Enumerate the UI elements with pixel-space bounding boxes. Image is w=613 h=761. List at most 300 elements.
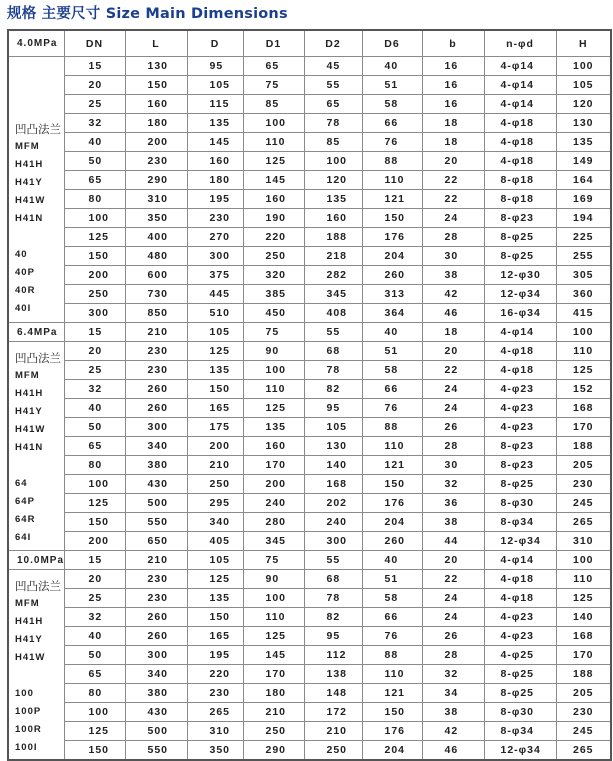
cell-n-phi-d: 8-φ30 xyxy=(484,703,556,722)
cell-h: 205 xyxy=(556,456,611,475)
cell-b: 28 xyxy=(422,437,484,456)
cell-d: 115 xyxy=(187,95,243,114)
model-code: 40 xyxy=(15,249,28,260)
cell-l: 200 xyxy=(125,133,187,152)
cell-d2: 68 xyxy=(304,570,362,589)
cell-d6: 150 xyxy=(362,475,422,494)
cell-h: 415 xyxy=(556,304,611,323)
cell-dn: 20 xyxy=(64,570,125,589)
cell-dn: 100 xyxy=(64,703,125,722)
table-row xyxy=(8,114,611,133)
cell-d: 295 xyxy=(187,494,243,513)
model-code: H41Y xyxy=(15,634,43,645)
cell-d6: 88 xyxy=(362,646,422,665)
cell-d6: 66 xyxy=(362,114,422,133)
cell-d2: 408 xyxy=(304,304,362,323)
cell-n-phi-d: 4-φ23 xyxy=(484,418,556,437)
cell-d: 195 xyxy=(187,646,243,665)
cell-h: 205 xyxy=(556,684,611,703)
table-row xyxy=(8,665,611,684)
cell-b: 34 xyxy=(422,684,484,703)
cell-dn: 125 xyxy=(64,494,125,513)
flange-type-label: 凹凸法兰 xyxy=(15,122,61,136)
cell-dn: 20 xyxy=(64,76,125,95)
cell-d6: 121 xyxy=(362,684,422,703)
cell-d2: 160 xyxy=(304,209,362,228)
cell-n-phi-d: 4-φ14 xyxy=(484,57,556,76)
cell-n-phi-d: 4-φ18 xyxy=(484,589,556,608)
cell-n-phi-d: 12-φ30 xyxy=(484,266,556,285)
cell-l: 180 xyxy=(125,114,187,133)
cell-h: 164 xyxy=(556,171,611,190)
table-row xyxy=(8,475,611,494)
cell-b: 18 xyxy=(422,323,484,342)
table-row xyxy=(8,456,611,475)
cell-d1: 160 xyxy=(243,437,304,456)
cell-n-phi-d: 4-φ18 xyxy=(484,152,556,171)
cell-n-phi-d: 8-φ25 xyxy=(484,684,556,703)
cell-l: 400 xyxy=(125,228,187,247)
cell-d6: 150 xyxy=(362,703,422,722)
cell-h: 168 xyxy=(556,627,611,646)
model-code: 40I xyxy=(15,303,32,314)
table-row xyxy=(8,57,611,76)
cell-b: 22 xyxy=(422,171,484,190)
table-row xyxy=(8,304,611,323)
cell-dn: 32 xyxy=(64,608,125,627)
cell-d: 230 xyxy=(187,209,243,228)
cell-h: 265 xyxy=(556,513,611,532)
table-row xyxy=(8,342,611,361)
flange-type-label: 凹凸法兰 xyxy=(15,579,61,593)
cell-h: 230 xyxy=(556,475,611,494)
cell-d6: 40 xyxy=(362,57,422,76)
cell-b: 24 xyxy=(422,608,484,627)
cell-n-phi-d: 8-φ34 xyxy=(484,722,556,741)
cell-d6: 260 xyxy=(362,266,422,285)
cell-l: 160 xyxy=(125,95,187,114)
table-row xyxy=(8,171,611,190)
pressure-class: 10.0MPa xyxy=(8,551,64,570)
table-row xyxy=(8,76,611,95)
cell-d2: 112 xyxy=(304,646,362,665)
cell-d1: 125 xyxy=(243,152,304,171)
cell-b: 16 xyxy=(422,76,484,95)
cell-d: 300 xyxy=(187,247,243,266)
table-row xyxy=(8,247,611,266)
cell-b: 46 xyxy=(422,741,484,761)
cell-d1: 90 xyxy=(243,342,304,361)
cell-d: 270 xyxy=(187,228,243,247)
cell-n-phi-d: 4-φ14 xyxy=(484,323,556,342)
cell-h: 225 xyxy=(556,228,611,247)
model-code: H41W xyxy=(15,195,46,206)
cell-d6: 58 xyxy=(362,589,422,608)
cell-b: 38 xyxy=(422,266,484,285)
cell-n-phi-d: 8-φ34 xyxy=(484,513,556,532)
dimensions-table xyxy=(7,29,612,761)
cell-d2: 210 xyxy=(304,722,362,741)
cell-d1: 100 xyxy=(243,114,304,133)
table-row xyxy=(8,190,611,209)
spacer xyxy=(15,57,64,120)
cell-n-phi-d: 4-φ18 xyxy=(484,570,556,589)
cell-d6: 40 xyxy=(362,323,422,342)
cell-d6: 204 xyxy=(362,741,422,761)
cell-n-phi-d: 12-φ34 xyxy=(484,285,556,304)
cell-l: 230 xyxy=(125,589,187,608)
cell-b: 28 xyxy=(422,646,484,665)
cell-h: 255 xyxy=(556,247,611,266)
cell-n-phi-d: 8-φ23 xyxy=(484,456,556,475)
model-code: H41Y xyxy=(15,177,43,188)
cell-l: 130 xyxy=(125,57,187,76)
cell-d: 95 xyxy=(187,57,243,76)
cell-d2: 82 xyxy=(304,608,362,627)
cell-h: 265 xyxy=(556,741,611,761)
table-row xyxy=(8,266,611,285)
table-row xyxy=(8,228,611,247)
cell-d: 125 xyxy=(187,342,243,361)
cell-h: 100 xyxy=(556,323,611,342)
col-header-n-phi-d: n-φd xyxy=(484,30,556,57)
cell-d2: 202 xyxy=(304,494,362,513)
cell-l: 210 xyxy=(125,551,187,570)
cell-d2: 130 xyxy=(304,437,362,456)
cell-h: 120 xyxy=(556,95,611,114)
cell-d2: 188 xyxy=(304,228,362,247)
cell-d6: 110 xyxy=(362,437,422,456)
cell-l: 340 xyxy=(125,665,187,684)
cell-l: 150 xyxy=(125,76,187,95)
cell-d2: 95 xyxy=(304,399,362,418)
cell-l: 260 xyxy=(125,608,187,627)
table-row xyxy=(8,741,611,761)
cell-d6: 121 xyxy=(362,190,422,209)
cell-l: 230 xyxy=(125,152,187,171)
cell-l: 230 xyxy=(125,361,187,380)
col-header-l: L xyxy=(125,30,187,57)
flange-type-label: 凹凸法兰 xyxy=(15,351,61,365)
table-row xyxy=(8,551,611,570)
cell-d6: 66 xyxy=(362,608,422,627)
cell-n-phi-d: 4-φ18 xyxy=(484,114,556,133)
cell-b: 26 xyxy=(422,418,484,437)
cell-d1: 125 xyxy=(243,399,304,418)
cell-d6: 313 xyxy=(362,285,422,304)
cell-d6: 150 xyxy=(362,209,422,228)
cell-h: 110 xyxy=(556,342,611,361)
table-row xyxy=(8,133,611,152)
cell-d2: 95 xyxy=(304,627,362,646)
cell-d1: 145 xyxy=(243,646,304,665)
cell-h: 305 xyxy=(556,266,611,285)
model-code: H41N xyxy=(15,213,44,224)
model-code: 64P xyxy=(15,496,35,507)
spacer xyxy=(15,342,64,349)
cell-h: 110 xyxy=(556,570,611,589)
cell-dn: 125 xyxy=(64,722,125,741)
cell-b: 24 xyxy=(422,380,484,399)
cell-n-phi-d: 4-φ23 xyxy=(484,380,556,399)
cell-dn: 20 xyxy=(64,342,125,361)
model-code: H41W xyxy=(15,424,46,435)
cell-d1: 125 xyxy=(243,627,304,646)
cell-l: 300 xyxy=(125,418,187,437)
cell-d1: 170 xyxy=(243,456,304,475)
cell-l: 260 xyxy=(125,627,187,646)
cell-b: 20 xyxy=(422,152,484,171)
cell-d6: 176 xyxy=(362,722,422,741)
cell-l: 850 xyxy=(125,304,187,323)
cell-d1: 240 xyxy=(243,494,304,513)
table-row xyxy=(8,399,611,418)
cell-d: 150 xyxy=(187,380,243,399)
col-header-d2: D2 xyxy=(304,30,362,57)
cell-l: 650 xyxy=(125,532,187,551)
cell-h: 188 xyxy=(556,437,611,456)
cell-d1: 180 xyxy=(243,684,304,703)
cell-dn: 150 xyxy=(64,513,125,532)
cell-dn: 65 xyxy=(64,665,125,684)
cell-d2: 250 xyxy=(304,741,362,761)
cell-d1: 290 xyxy=(243,741,304,761)
cell-d6: 88 xyxy=(362,152,422,171)
cell-h: 230 xyxy=(556,703,611,722)
cell-l: 350 xyxy=(125,209,187,228)
cell-d1: 210 xyxy=(243,703,304,722)
table-row xyxy=(8,532,611,551)
cell-h: 170 xyxy=(556,418,611,437)
cell-n-phi-d: 12-φ34 xyxy=(484,741,556,761)
table-row xyxy=(8,209,611,228)
cell-d1: 100 xyxy=(243,361,304,380)
cell-h: 125 xyxy=(556,589,611,608)
cell-dn: 32 xyxy=(64,114,125,133)
cell-d: 105 xyxy=(187,323,243,342)
cell-d2: 135 xyxy=(304,190,362,209)
model-code: H41H xyxy=(15,159,44,170)
cell-b: 36 xyxy=(422,494,484,513)
cell-d6: 88 xyxy=(362,418,422,437)
cell-d2: 78 xyxy=(304,361,362,380)
cell-dn: 65 xyxy=(64,171,125,190)
cell-dn: 50 xyxy=(64,418,125,437)
cell-h: 125 xyxy=(556,361,611,380)
cell-n-phi-d: 8-φ30 xyxy=(484,494,556,513)
cell-h: 169 xyxy=(556,190,611,209)
cell-h: 152 xyxy=(556,380,611,399)
cell-b: 46 xyxy=(422,304,484,323)
cell-d: 180 xyxy=(187,171,243,190)
cell-d2: 82 xyxy=(304,380,362,399)
cell-dn: 40 xyxy=(64,399,125,418)
cell-d2: 140 xyxy=(304,456,362,475)
cell-d1: 110 xyxy=(243,133,304,152)
cell-n-phi-d: 8-φ25 xyxy=(484,228,556,247)
cell-d6: 176 xyxy=(362,228,422,247)
cell-b: 20 xyxy=(422,551,484,570)
model-code: 100I xyxy=(15,742,38,753)
cell-d1: 320 xyxy=(243,266,304,285)
cell-d1: 200 xyxy=(243,475,304,494)
table-row xyxy=(8,684,611,703)
cell-d6: 51 xyxy=(362,570,422,589)
cell-l: 500 xyxy=(125,722,187,741)
model-code: 100 xyxy=(15,688,34,699)
cell-dn: 40 xyxy=(64,133,125,152)
model-code: MFM xyxy=(15,370,40,381)
cell-n-phi-d: 16-φ34 xyxy=(484,304,556,323)
table-row xyxy=(8,703,611,722)
cell-dn: 15 xyxy=(64,323,125,342)
model-code: H41N xyxy=(15,442,44,453)
cell-l: 550 xyxy=(125,513,187,532)
model-code: 40R xyxy=(15,285,36,296)
cell-d6: 110 xyxy=(362,665,422,684)
cell-d2: 168 xyxy=(304,475,362,494)
model-code: 64I xyxy=(15,532,32,543)
cell-dn: 150 xyxy=(64,741,125,761)
page-title: 规格 主要尺寸 Size Main Dimensions xyxy=(7,6,288,22)
table-row xyxy=(8,513,611,532)
table-row xyxy=(8,608,611,627)
model-code: 100R xyxy=(15,724,42,735)
pressure-class-4-0: 4.0MPa xyxy=(8,30,64,57)
cell-dn: 100 xyxy=(64,475,125,494)
cell-d2: 240 xyxy=(304,513,362,532)
cell-d1: 65 xyxy=(243,57,304,76)
cell-d2: 85 xyxy=(304,133,362,152)
cell-d1: 110 xyxy=(243,608,304,627)
cell-d2: 100 xyxy=(304,152,362,171)
model-code: H41Y xyxy=(15,406,43,417)
table-row xyxy=(8,152,611,171)
cell-n-phi-d: 8-φ25 xyxy=(484,665,556,684)
cell-d6: 58 xyxy=(362,361,422,380)
cell-d2: 172 xyxy=(304,703,362,722)
cell-d6: 260 xyxy=(362,532,422,551)
cell-dn: 65 xyxy=(64,437,125,456)
cell-d2: 282 xyxy=(304,266,362,285)
cell-l: 480 xyxy=(125,247,187,266)
cell-d: 160 xyxy=(187,152,243,171)
cell-b: 20 xyxy=(422,342,484,361)
cell-d1: 160 xyxy=(243,190,304,209)
model-group-label xyxy=(8,342,64,551)
cell-b: 24 xyxy=(422,209,484,228)
cell-d6: 51 xyxy=(362,342,422,361)
cell-l: 430 xyxy=(125,703,187,722)
cell-b: 42 xyxy=(422,285,484,304)
cell-b: 22 xyxy=(422,190,484,209)
cell-b: 32 xyxy=(422,665,484,684)
cell-d: 145 xyxy=(187,133,243,152)
cell-d2: 148 xyxy=(304,684,362,703)
cell-d2: 120 xyxy=(304,171,362,190)
cell-d: 135 xyxy=(187,361,243,380)
cell-h: 245 xyxy=(556,722,611,741)
pressure-class: 6.4MPa xyxy=(8,323,64,342)
cell-b: 44 xyxy=(422,532,484,551)
cell-d: 165 xyxy=(187,399,243,418)
cell-h: 100 xyxy=(556,57,611,76)
col-header-dn: DN xyxy=(64,30,125,57)
cell-n-phi-d: 4-φ18 xyxy=(484,361,556,380)
cell-d: 340 xyxy=(187,513,243,532)
table-row xyxy=(8,285,611,304)
cell-l: 260 xyxy=(125,399,187,418)
cell-d6: 51 xyxy=(362,76,422,95)
cell-h: 360 xyxy=(556,285,611,304)
model-code: 64R xyxy=(15,514,36,525)
cell-l: 500 xyxy=(125,494,187,513)
cell-h: 310 xyxy=(556,532,611,551)
cell-b: 42 xyxy=(422,722,484,741)
spacer xyxy=(15,570,64,577)
cell-d1: 100 xyxy=(243,589,304,608)
cell-h: 170 xyxy=(556,646,611,665)
cell-n-phi-d: 8-φ25 xyxy=(484,475,556,494)
cell-d: 105 xyxy=(187,551,243,570)
cell-l: 300 xyxy=(125,646,187,665)
cell-b: 16 xyxy=(422,57,484,76)
cell-d2: 55 xyxy=(304,551,362,570)
cell-d1: 250 xyxy=(243,722,304,741)
cell-d6: 40 xyxy=(362,551,422,570)
col-header-b: b xyxy=(422,30,484,57)
cell-d1: 90 xyxy=(243,570,304,589)
cell-d1: 145 xyxy=(243,171,304,190)
cell-n-phi-d: 4-φ25 xyxy=(484,646,556,665)
col-header-d: D xyxy=(187,30,243,57)
cell-dn: 25 xyxy=(64,361,125,380)
cell-d: 135 xyxy=(187,589,243,608)
cell-d2: 68 xyxy=(304,342,362,361)
cell-d2: 105 xyxy=(304,418,362,437)
table-row xyxy=(8,646,611,665)
cell-d2: 138 xyxy=(304,665,362,684)
cell-d1: 385 xyxy=(243,285,304,304)
model-code: 100P xyxy=(15,706,42,717)
cell-d: 350 xyxy=(187,741,243,761)
cell-l: 310 xyxy=(125,190,187,209)
col-header-h: H xyxy=(556,30,611,57)
cell-h: 130 xyxy=(556,114,611,133)
cell-d6: 76 xyxy=(362,627,422,646)
cell-d1: 75 xyxy=(243,76,304,95)
cell-l: 290 xyxy=(125,171,187,190)
cell-d: 200 xyxy=(187,437,243,456)
cell-d6: 66 xyxy=(362,380,422,399)
cell-l: 230 xyxy=(125,342,187,361)
spacer xyxy=(15,457,64,475)
cell-dn: 15 xyxy=(64,551,125,570)
cell-l: 260 xyxy=(125,380,187,399)
cell-d: 125 xyxy=(187,570,243,589)
cell-d6: 76 xyxy=(362,133,422,152)
spacer xyxy=(15,228,64,246)
cell-d2: 78 xyxy=(304,114,362,133)
cell-l: 550 xyxy=(125,741,187,761)
cell-d: 310 xyxy=(187,722,243,741)
cell-d1: 220 xyxy=(243,228,304,247)
cell-d1: 450 xyxy=(243,304,304,323)
cell-n-phi-d: 4-φ14 xyxy=(484,76,556,95)
cell-d: 375 xyxy=(187,266,243,285)
cell-d1: 75 xyxy=(243,323,304,342)
table-row xyxy=(8,627,611,646)
